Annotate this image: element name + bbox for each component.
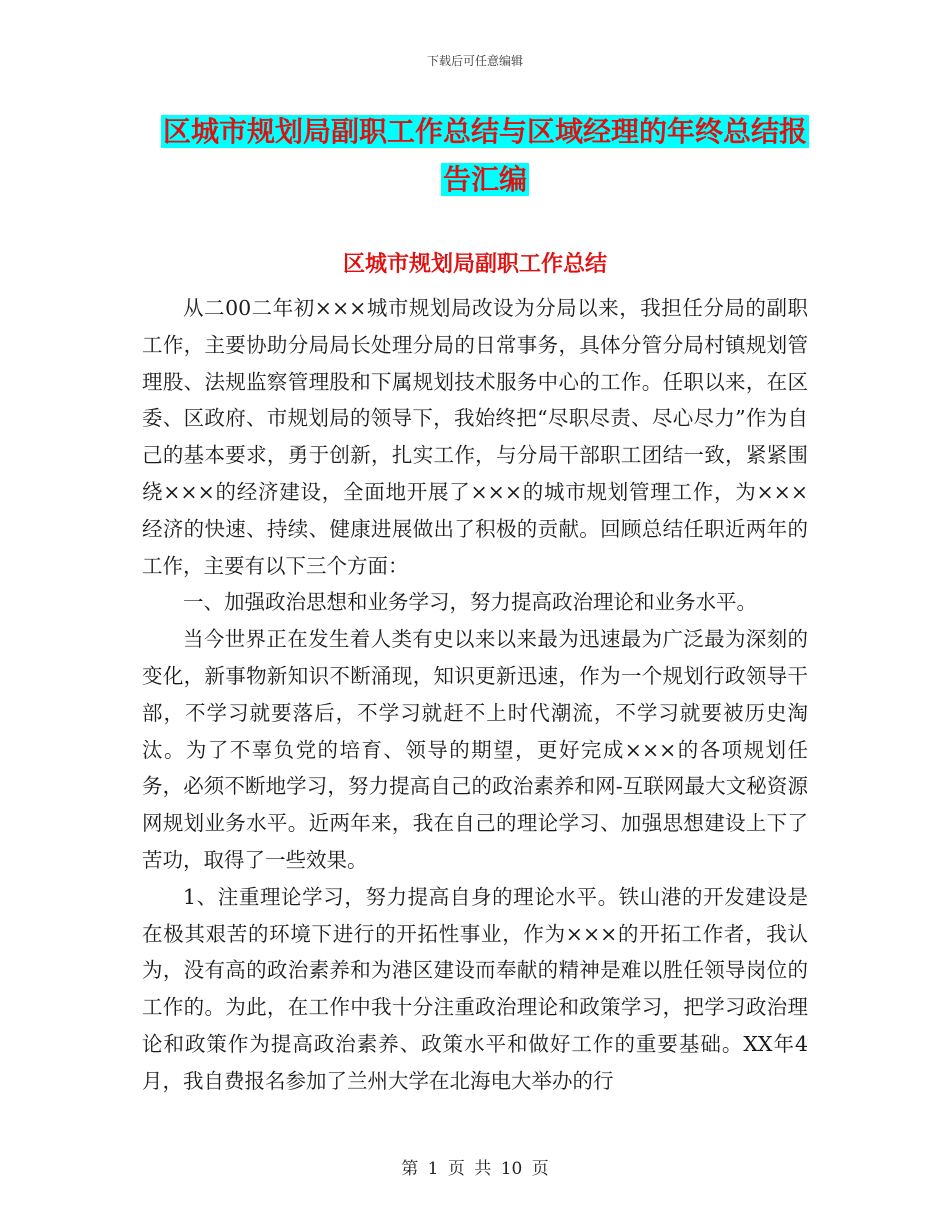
section-title: 区城市规划局副职工作总结 xyxy=(342,252,607,277)
document-title-line-2: 告汇编 xyxy=(442,163,527,196)
page-label-suffix: 页 xyxy=(531,1159,549,1179)
document-title-line-1: 区城市规划局副职工作总结与区域经理的年终总结报 xyxy=(162,115,807,148)
page-footer xyxy=(0,1154,950,1179)
paragraph: 1、注重理论学习，努力提高自身的理论水平。铁山港的开发建设是在极其艰苦的环境下进行的开拓性事业，作为×××的开拓工作者，我认为，没有高的政治素养和为港区建设而奉献的精神是难以胜任领导岗位的工作的。为此，在工作中我十分注重政治理论和政策学习，把学习政治理论和政策作为提高政治素养、政策水平和做好工作的重要基础。XX年4月，我自费报名参加了兰州大学在北海电大举办的行 xyxy=(142,884,808,1093)
document-title xyxy=(140,108,830,204)
header-note: 下载后可任意编辑 xyxy=(426,54,523,68)
page-label-prefix: 第 xyxy=(401,1159,419,1179)
paragraph: 当今世界正在发生着人类有史以来以来最为迅速最为广泛最为深刻的变化，新事物新知识不断涌现，知识更新迅速，作为一个规划行政领导干部，不学习就要落后，不学习就赶不上时代潮流，不学习就要被历史淘汰。为了不辜负党的培育、领导的期望，更好完成×××的各项规划任务，必须不断地学习，努力提高自己的政治素养和网-互联网最大文秘资源网规划业务水平。近两年来，我在自己的理论学习、加强思想建设上下了苦功，取得了一些效果。 xyxy=(142,627,808,872)
paragraph: 一、加强政治思想和业务学习，努力提高政治理论和业务水平。 xyxy=(183,590,757,615)
document-body xyxy=(142,290,808,1100)
page-number: 1 xyxy=(427,1159,439,1179)
total-pages: 10 xyxy=(500,1159,523,1179)
paragraph: 从二00二年初×××城市规划局改设为分局以来，我担任分局的副职工作，主要协助分局局长处理分局的日常事务，具体分管分局村镇规划管理股、法规监察管理股和下属规划技术服务中心的工作。任职以来，在区委、区政府、市规划局的领导下，我始终把“尽职尽责、尽心尽力”作为自己的基本要求，勇于创新，扎实工作，与分局干部职工团结一致，紧紧围绕×××的经济建设，全面地开展了×××的城市规划管理工作，为×××经济的快速、持续、健康进展做出了积极的贡献。回顾总结任职近两年的工作，主要有以下三个方面： xyxy=(142,296,808,578)
page-label-mid: 页 共 xyxy=(447,1159,492,1179)
